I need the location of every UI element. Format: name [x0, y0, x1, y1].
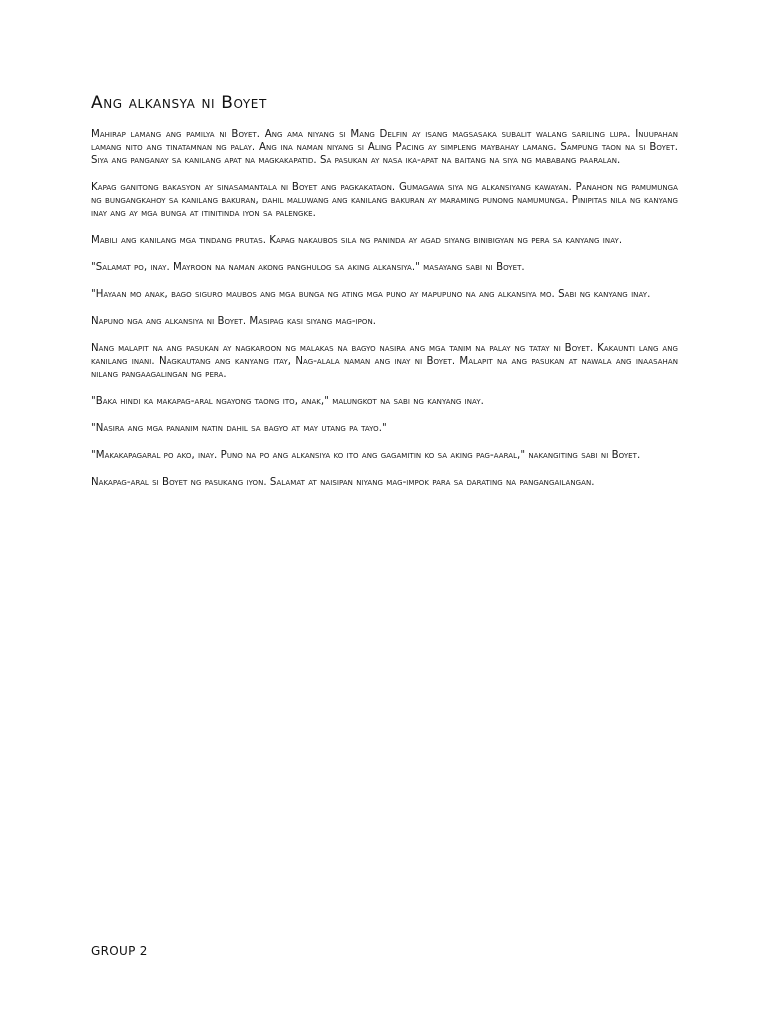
paragraph: "Salamat po, inay. Mayroon na naman akong panghulog sa aking alkansiya." masayang sabi ni Boyet. [91, 262, 525, 273]
paragraph: Napuno nga ang alkansiya ni Boyet. Masipag kasi siyang mag-ipon. [91, 316, 377, 327]
paragraph: "Hayaan mo anak, bago siguro maubos ang mga bunga ng ating mga puno ay mapupuno na ang alkansiya mo. Sabi ng kanyang inay. [91, 289, 651, 300]
story-body [91, 128, 678, 503]
paragraph: "Makakapagaral po ako, inay. Puno na po ang alkansiya ko ito ang gagamitin ko sa aking pag-aaral," nakangiting sabi ni Boyet. [91, 450, 641, 461]
paragraph: Nang malapit na ang pasukan ay nagkaroon ng malakas na bagyo nasira ang mga tanim na palay ng tatay ni Boyet. Kakaunti lang ang kanilang inani. Nagkautang ang kanyang itay, Nag-alala naman ang inay ni Boyet. Malapit na ang pasukan at nawala ang inaasahan nilang pangaagalingan ng pera. [91, 343, 678, 380]
document-title: Ang alkansya ni Boyet [91, 93, 267, 113]
paragraph: Nakapag-aral si Boyet ng pasukang iyon. Salamat at naisipan niyang mag-impok para sa darating na pangangailangan. [91, 477, 595, 488]
paragraph: Mabili ang kanilang mga tindang prutas. Kapag nakaubos sila ng paninda ay agad siyang binibigyan ng pera sa kanyang inay. [91, 235, 623, 246]
footer-group-label: GROUP 2 [91, 944, 148, 958]
paragraph: Kapag ganitong bakasyon ay sinasamantala ni Boyet ang pagkakataon. Gumagawa siya ng alkansiyang kawayan. Panahon ng pamumunga ng bungangkahoy sa kanilang bakuran, dahil maluwang ang kanilang bakuran ay maraming punong namumunga. Pinipitas nila ng kanyang inay ang ay mga bunga at itinitinda iyon sa palengke. [91, 182, 678, 219]
paragraph: "Baka hindi ka makapag-aral ngayong taong ito, anak," malungkot na sabi ng kanyang inay. [91, 396, 484, 407]
paragraph: Mahirap lamang ang pamilya ni Boyet. Ang ama niyang si Mang Delfin ay isang magsasaka subalit walang sariling lupa. Inuupahan lamang nito ang tinatamnan ng palay. Ang ina naman niyang si Aling Pacing ay simpleng maybahay lamang. Sampung taon na si Boyet. Siya ang panganay sa kanilang apat na magkakapatid. Sa pasukan ay nasa ika-apat na baitang na siya ng mababang paaralan. [91, 129, 678, 166]
paragraph: "Nasira ang mga pananim natin dahil sa bagyo at may utang pa tayo." [91, 423, 387, 434]
